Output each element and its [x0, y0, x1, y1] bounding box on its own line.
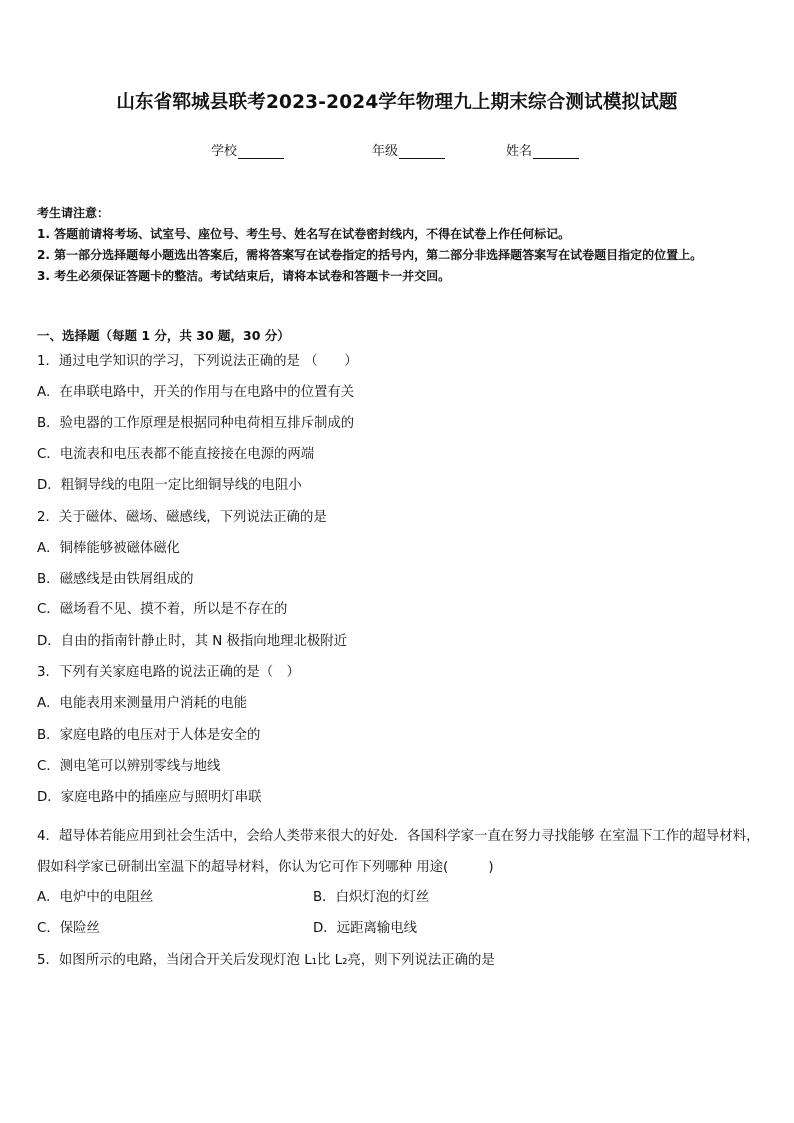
q2-option-d: D．自由的指南针静止时，其 N 极指向地理北极附近	[37, 634, 348, 649]
q2-option-a: A．铜棒能够被磁体磁化	[37, 541, 181, 556]
section-heading: 一、选择题（每题 1 分，共 30 题，30 分）	[37, 328, 290, 343]
name-label: 姓名	[506, 144, 533, 159]
q2-option-c: C．磁场看不见、摸不着，所以是不存在的	[37, 602, 288, 617]
notice-item-1: 1. 答题前请将考场、试室号、座位号、考生号、姓名写在试卷密封线内，不得在试卷上作任何标记。	[37, 227, 571, 241]
school-label: 学校	[211, 144, 238, 159]
q3-stem: 3．下列有关家庭电路的说法正确的是（ ）	[37, 665, 300, 680]
q3-option-a: A．电能表用来测量用户消耗的电能	[37, 696, 248, 711]
student-info-fields	[0, 140, 794, 160]
name-field	[506, 140, 579, 159]
q4-stem: 4．超导体若能应用到社会生活中，会给人类带来很大的好处．各国科学家一直在努力寻找能够 在室温下工作的超导材料，假如科学家已研制出室温下的超导材料，你认为它可作下列哪种 用途( )	[37, 829, 760, 875]
grade-field	[372, 140, 445, 159]
notice-item-2: 2. 第一部分选择题每小题选出答案后，需将答案写在试卷指定的括号内，第二部分非选择题答案写在试卷题目指定的位置上。	[37, 248, 703, 262]
q3-option-b: B．家庭电路的电压对于人体是安全的	[37, 728, 261, 743]
q4-option-b: B．白炽灯泡的灯丝	[313, 890, 430, 905]
q1-option-a: A．在串联电路中，开关的作用与在电路中的位置有关	[37, 385, 355, 400]
q1-stem: 1．通过电学知识的学习，下列说法正确的是 （ ）	[37, 354, 358, 369]
q1-option-b: B．验电器的工作原理是根据同种电荷相互排斥制成的	[37, 416, 355, 431]
name-blank	[533, 144, 579, 159]
grade-label: 年级	[372, 144, 399, 159]
q4-option-d: D．远距离输电线	[313, 921, 418, 936]
school-field	[211, 140, 284, 159]
q4-option-a: A．电炉中的电阻丝	[37, 890, 154, 905]
q1-option-d: D．粗铜导线的电阻一定比细铜导线的电阻小	[37, 478, 302, 493]
notice-heading: 考生请注意：	[37, 206, 110, 220]
q4-option-c: C．保险丝	[37, 921, 100, 936]
q2-stem: 2．关于磁体、磁场、磁感线，下列说法正确的是	[37, 510, 327, 525]
page-title: 山东省郓城县联考2023-2024学年物理九上期末综合测试模拟试题	[116, 92, 678, 113]
q1-option-c: C．电流表和电压表都不能直接接在电源的两端	[37, 447, 315, 462]
notice-item-3: 3. 考生必须保证答题卡的整洁。考试结束后，请将本试卷和答题卡一并交回。	[37, 269, 451, 283]
q3-option-d: D．家庭电路中的插座应与照明灯串联	[37, 790, 262, 805]
q3-option-c: C．测电笔可以辨别零线与地线	[37, 759, 221, 774]
q5-stem: 5．如图所示的电路，当闭合开关后发现灯泡 L₁比 L₂亮，则下列说法正确的是	[37, 953, 495, 968]
grade-blank	[399, 144, 445, 159]
q2-option-b: B．磁感线是由铁屑组成的	[37, 572, 194, 587]
exam-notice	[37, 203, 762, 287]
school-blank	[238, 144, 284, 159]
